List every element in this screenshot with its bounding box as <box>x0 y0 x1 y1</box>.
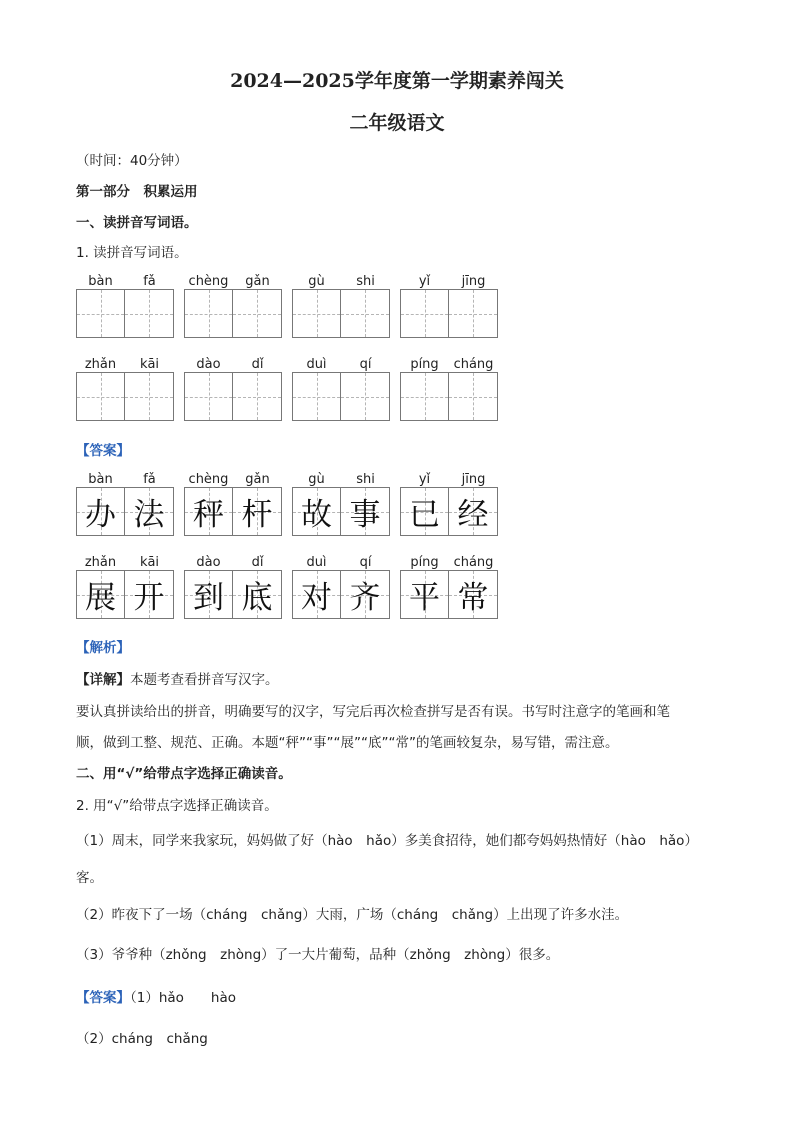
grid-cell <box>125 487 174 536</box>
analysis-text-1: 要认真拼读给出的拼音，明确要写的汉字，写完后再次检查拼写是否有误。书写时注意字的笔画和笔 <box>76 704 670 720</box>
part-heading: 第一部分 积累运用 <box>76 184 198 200</box>
pinyin-label: duì <box>306 555 327 570</box>
q1-prompt: 1. 读拼音写词语。 <box>76 245 188 261</box>
grid-cell[interactable] <box>125 289 174 338</box>
pinyin-label: dǐ <box>251 555 264 570</box>
section1-heading: 一、读拼音写词语。 <box>76 215 198 231</box>
tian-grid <box>292 487 390 536</box>
answer-character: 法 <box>133 497 165 533</box>
q2-answer-1: （1）hǎo hào <box>130 990 237 1006</box>
grid-cell <box>292 487 341 536</box>
grid-cell <box>76 487 125 536</box>
answer-character: 事 <box>349 497 381 533</box>
pinyin-label: fǎ <box>143 472 156 487</box>
grid-cell <box>184 487 233 536</box>
tian-grid <box>184 570 282 619</box>
grid-cell[interactable] <box>449 372 498 421</box>
answer-character: 开 <box>133 580 165 616</box>
pinyin-label: píng <box>410 357 439 372</box>
pinyin-label: chèng <box>188 472 229 487</box>
answer-character: 齐 <box>349 580 381 616</box>
answer-character: 故 <box>301 497 332 533</box>
q2-item-3: （3）爷爷种（zhǒng zhòng）了一大片葡萄，品种（zhǒng zhòng）很多。 <box>76 947 560 963</box>
grid-cell <box>400 487 449 536</box>
grid-cell <box>76 570 125 619</box>
grid-cell[interactable] <box>125 372 174 421</box>
answer-character: 底 <box>241 580 273 616</box>
answer-label: 【答案】 <box>76 443 130 459</box>
grid-cell[interactable] <box>292 372 341 421</box>
grid-cell <box>233 570 282 619</box>
pinyin-label: bàn <box>88 472 113 487</box>
q2-answer-label: 【答案】 <box>76 990 130 1006</box>
tian-grid <box>292 372 390 421</box>
tian-grid <box>76 289 174 338</box>
tian-grid <box>400 487 498 536</box>
tian-grid <box>400 570 498 619</box>
grid-cell <box>184 570 233 619</box>
pinyin-label: gǎn <box>245 472 270 487</box>
grid-cell <box>449 570 498 619</box>
page-title: 2024—2025学年度第一学期素养闯关 <box>230 70 564 92</box>
pinyin-label: dào <box>196 555 221 570</box>
pinyin-label: shi <box>356 472 375 487</box>
pinyin-label: yǐ <box>418 472 431 487</box>
pinyin-label: dào <box>196 357 221 372</box>
pinyin-label: píng <box>410 555 439 570</box>
grid-cell <box>233 487 282 536</box>
answer-character: 展 <box>85 580 116 616</box>
grid-cell <box>341 487 390 536</box>
answer-character: 对 <box>301 580 332 616</box>
tian-grid <box>400 289 498 338</box>
pinyin-label: jīng <box>461 472 486 487</box>
grid-cell[interactable] <box>184 289 233 338</box>
grid-cell <box>449 487 498 536</box>
grid-cell <box>400 570 449 619</box>
grid-cell <box>341 570 390 619</box>
analysis-text-2: 顺，做到工整、规范、正确。本题“秤”“事”“展”“底”“常”的笔画较复杂，易写错，需注意。 <box>76 735 619 751</box>
answer-character: 秤 <box>193 497 224 533</box>
grid-cell[interactable] <box>292 289 341 338</box>
detail-text: 本题考查看拼音写汉字。 <box>130 672 279 688</box>
pinyin-label: cháng <box>453 555 494 570</box>
pinyin-label: qí <box>359 357 372 372</box>
answer-character: 到 <box>193 580 224 616</box>
pinyin-label: gù <box>308 472 325 487</box>
tian-grid <box>292 570 390 619</box>
answer-character: 办 <box>85 497 116 533</box>
pinyin-label: kāi <box>139 357 160 372</box>
pinyin-label: kāi <box>139 555 160 570</box>
answer-character: 杆 <box>241 497 273 533</box>
pinyin-label: gǎn <box>245 274 270 289</box>
q2-item-2: （2）昨夜下了一场（cháng chǎng）大雨，广场（cháng chǎng）上出现了许多水洼。 <box>76 907 629 923</box>
tian-grid <box>184 289 282 338</box>
grid-cell[interactable] <box>184 372 233 421</box>
grid-cell <box>292 570 341 619</box>
grid-cell[interactable] <box>400 372 449 421</box>
grid-cell <box>125 570 174 619</box>
pinyin-label: chèng <box>188 274 229 289</box>
grid-cell[interactable] <box>400 289 449 338</box>
grid-cell[interactable] <box>449 289 498 338</box>
tian-grid <box>184 372 282 421</box>
section2-heading: 二、用“√”给带点字选择正确读音。 <box>76 766 292 782</box>
answer-character: 平 <box>409 580 440 616</box>
grid-cell[interactable] <box>341 289 390 338</box>
time-note: （时间：40分钟） <box>76 153 188 169</box>
pinyin-label: yǐ <box>418 274 431 289</box>
pinyin-label: gù <box>308 274 325 289</box>
answer-character: 常 <box>457 580 489 616</box>
pinyin-label: zhǎn <box>84 555 117 570</box>
tian-grid <box>400 372 498 421</box>
pinyin-label: fǎ <box>143 274 156 289</box>
answer-character: 经 <box>457 497 489 533</box>
pinyin-label: dǐ <box>251 357 264 372</box>
detail-line <box>76 668 279 688</box>
tian-grid <box>76 487 174 536</box>
grid-cell[interactable] <box>233 372 282 421</box>
grid-cell[interactable] <box>76 289 125 338</box>
pinyin-label: jīng <box>461 274 486 289</box>
tian-grid <box>292 289 390 338</box>
q2-answer-line-1 <box>76 986 236 1006</box>
detail-label: 【详解】 <box>76 672 130 688</box>
page-subtitle: 二年级语文 <box>349 112 445 134</box>
tian-grid <box>184 487 282 536</box>
q2-prompt: 2. 用“√”给带点字选择正确读音。 <box>76 798 278 814</box>
pinyin-label: cháng <box>453 357 494 372</box>
analysis-label: 【解析】 <box>76 640 130 656</box>
pinyin-label: qí <box>359 555 372 570</box>
tian-grid <box>76 570 174 619</box>
tian-grid <box>76 372 174 421</box>
pinyin-label: duì <box>306 357 327 372</box>
q2-item-1-cont: 客。 <box>76 870 103 886</box>
pinyin-label: bàn <box>88 274 113 289</box>
grid-cell[interactable] <box>233 289 282 338</box>
q2-answer-2: （2）cháng chǎng <box>76 1031 208 1047</box>
q2-item-1: （1）周末，同学来我家玩，妈妈做了好（hào hǎo）多美食招待，她们都夸妈妈热情好（hào hǎo） <box>76 833 698 849</box>
answer-character: 已 <box>409 497 440 533</box>
pinyin-label: zhǎn <box>84 357 117 372</box>
grid-cell[interactable] <box>341 372 390 421</box>
pinyin-label: shi <box>356 274 375 289</box>
grid-cell[interactable] <box>76 372 125 421</box>
